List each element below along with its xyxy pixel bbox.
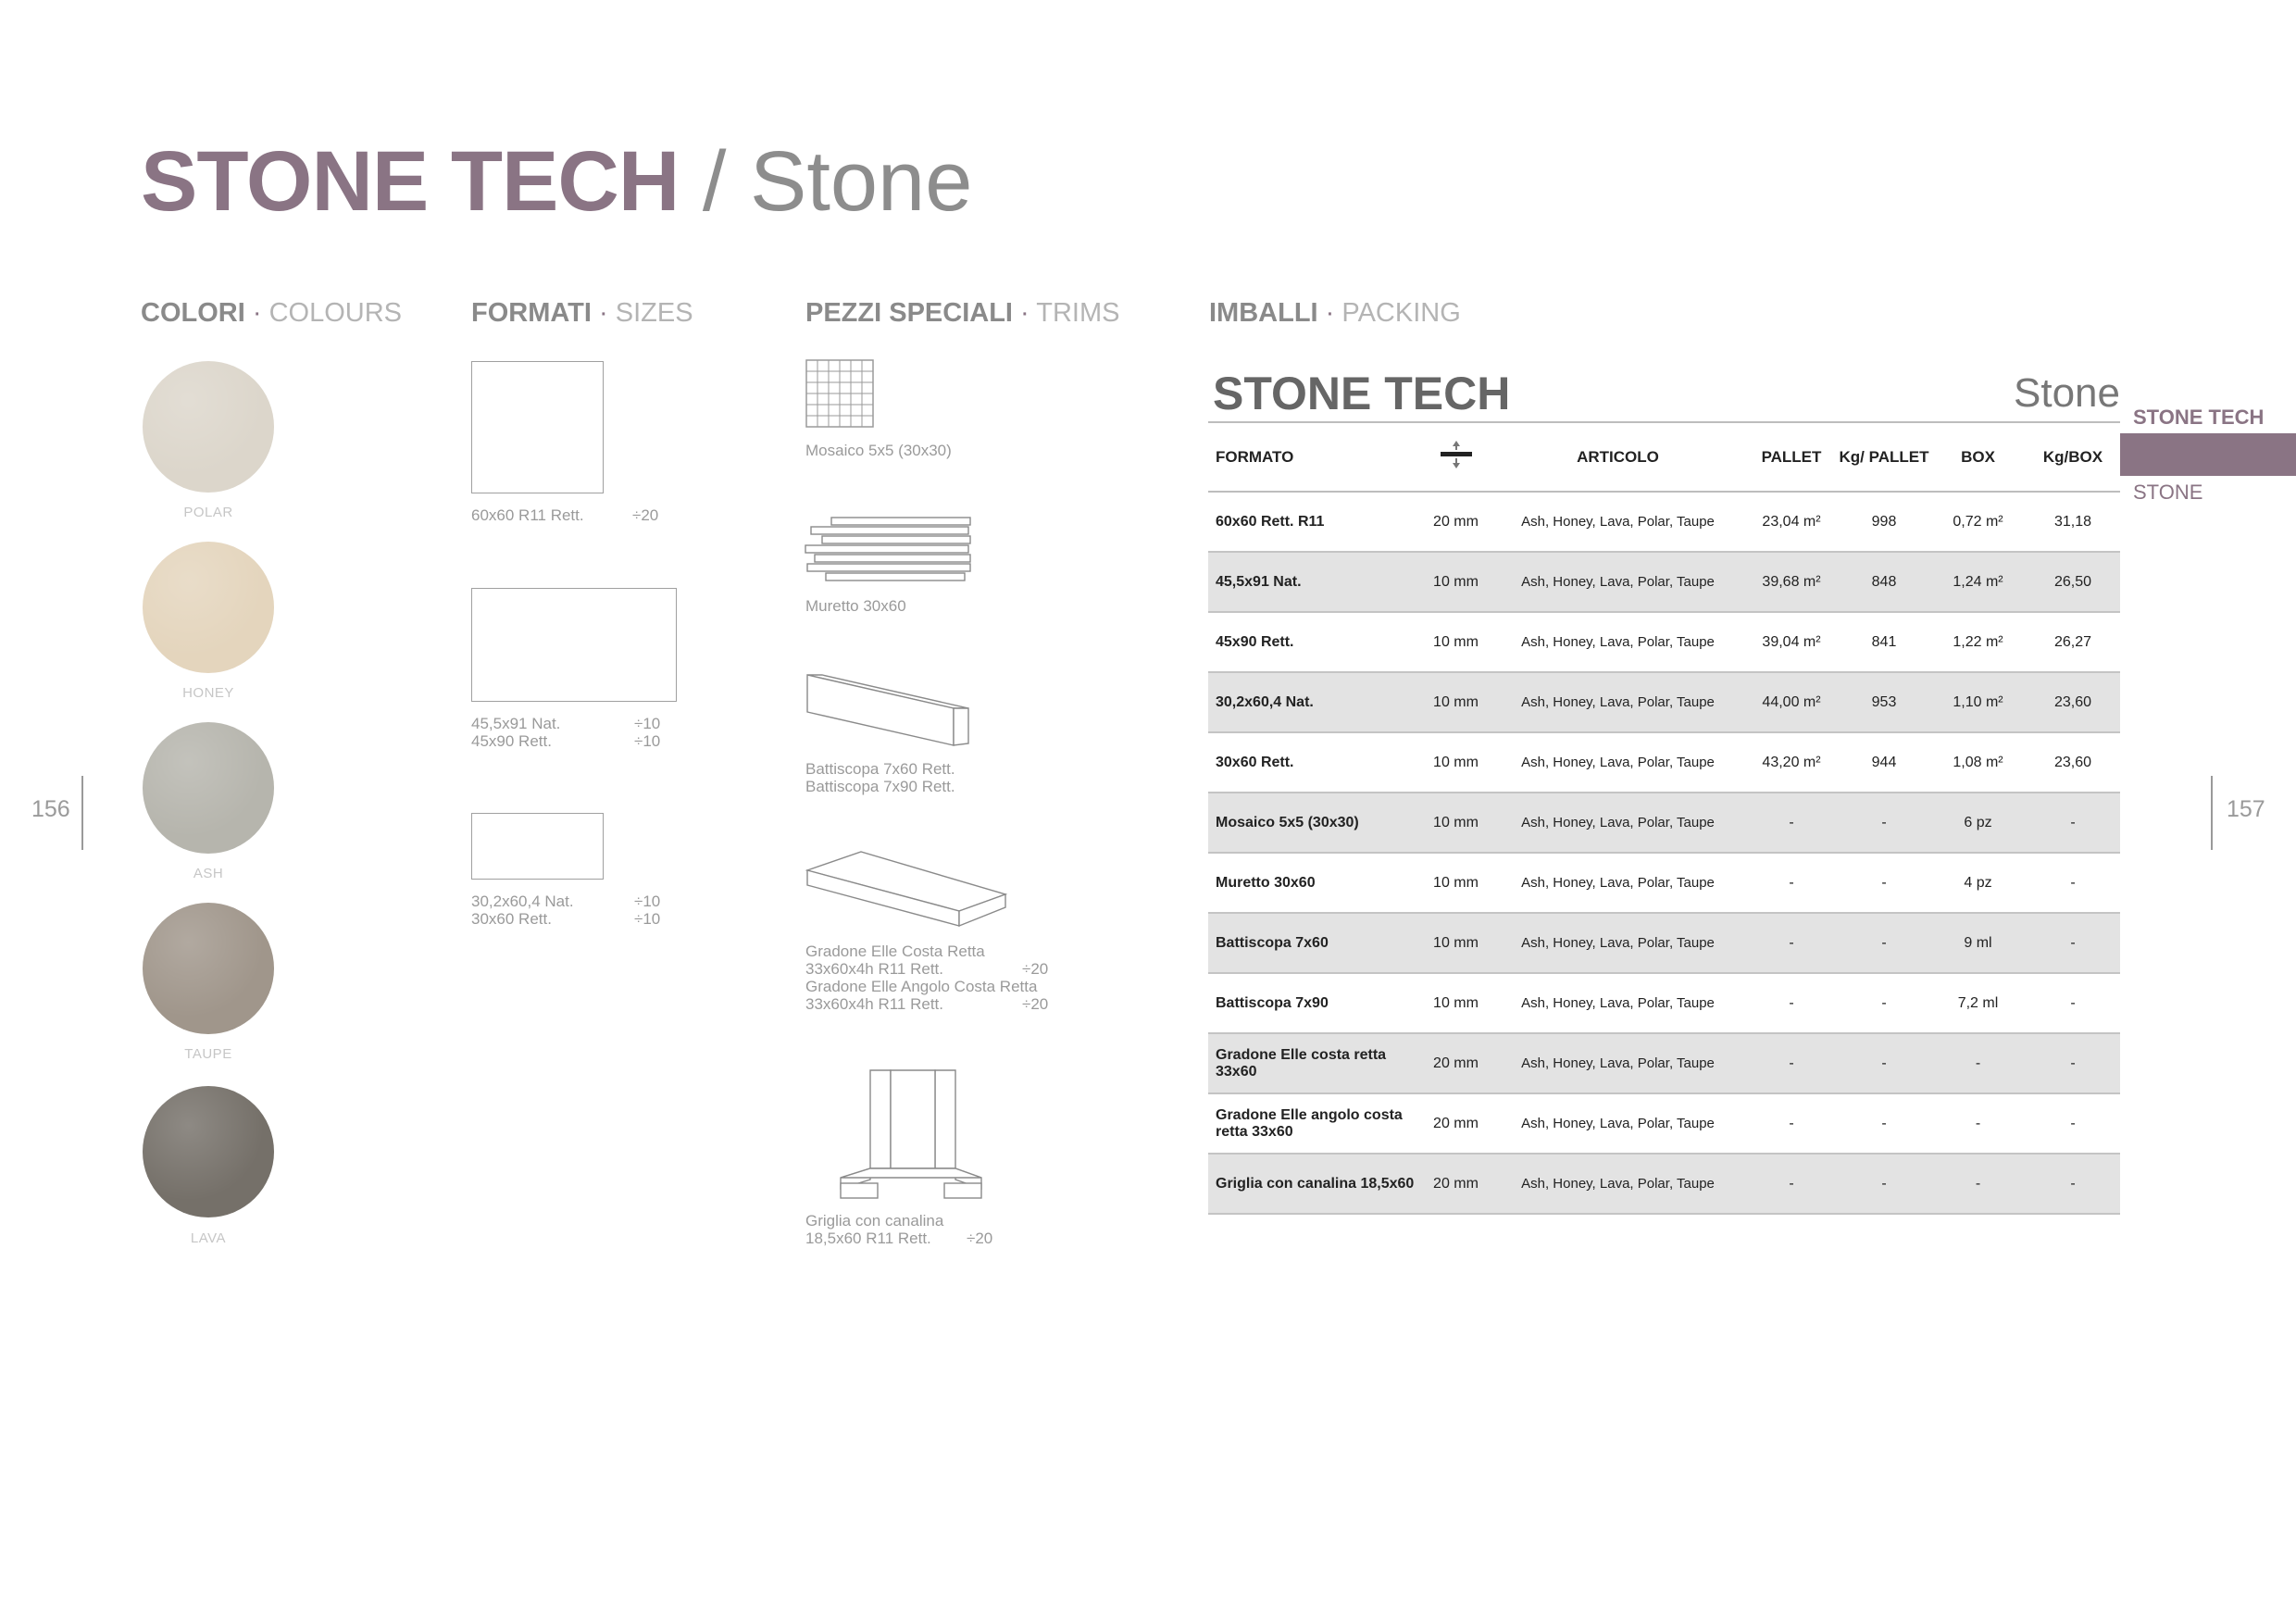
heading-dot: · bbox=[1020, 298, 1029, 328]
cell-formato: Mosaico 5x5 (30x30) bbox=[1208, 793, 1421, 853]
swatch-label: LAVA bbox=[190, 1230, 227, 1246]
section-heading-trims bbox=[805, 298, 1119, 329]
cell-articolo: Ash, Honey, Lava, Polar, Taupe bbox=[1491, 853, 1745, 913]
cell-pallet: 39,68 m² bbox=[1745, 552, 1838, 612]
cell-kg-box: - bbox=[2026, 1093, 2120, 1154]
cell-kg-pallet: 848 bbox=[1838, 552, 1930, 612]
trim-caption: Gradone Elle Costa Retta bbox=[805, 943, 985, 960]
section-heading-sizes bbox=[471, 298, 693, 329]
size-60x60-box bbox=[471, 361, 604, 493]
cell-articolo: Ash, Honey, Lava, Polar, Taupe bbox=[1491, 1093, 1745, 1154]
title-main: STONE TECH bbox=[141, 134, 680, 229]
heading-bold: COLORI bbox=[141, 298, 245, 328]
swatch-label: ASH bbox=[193, 866, 224, 881]
cell-box: - bbox=[1930, 1033, 2026, 1093]
trim-caption: Gradone Elle Angolo Costa Retta bbox=[805, 978, 1038, 995]
box-divisor: ÷20 bbox=[1022, 995, 1049, 1013]
size-caption: 30x60 Rett. bbox=[471, 910, 552, 928]
cell-formato: 60x60 Rett. R11 bbox=[1208, 492, 1421, 552]
cell-kg-pallet: 953 bbox=[1838, 672, 1930, 732]
title-sub: Stone bbox=[749, 134, 973, 229]
cell-articolo: Ash, Honey, Lava, Polar, Taupe bbox=[1491, 612, 1745, 672]
cell-kg-box: 23,60 bbox=[2026, 672, 2120, 732]
cell-thickness: 10 mm bbox=[1421, 853, 1491, 913]
cell-formato: 30x60 Rett. bbox=[1208, 732, 1421, 793]
swatch-ash bbox=[143, 722, 274, 854]
swatch-honey bbox=[143, 542, 274, 673]
page-title bbox=[141, 134, 973, 229]
swatch-label: HONEY bbox=[182, 685, 234, 701]
table-title: STONE TECH bbox=[1213, 368, 1511, 419]
trim-caption: Battiscopa 7x60 Rett. bbox=[805, 760, 955, 778]
cell-kg-box: - bbox=[2026, 793, 2120, 853]
header-formato: FORMATO bbox=[1208, 422, 1421, 492]
swatch-taupe bbox=[143, 903, 274, 1034]
cell-formato: 45x90 Rett. bbox=[1208, 612, 1421, 672]
header-kg-box: Kg/BOX bbox=[2026, 422, 2120, 492]
table-subtitle: Stone bbox=[2014, 370, 2120, 416]
table-row bbox=[1208, 552, 2120, 612]
size-caption: 45x90 Rett. bbox=[471, 732, 552, 750]
heading-light: COLOURS bbox=[268, 298, 402, 328]
table-row bbox=[1208, 732, 2120, 793]
cell-pallet: - bbox=[1745, 793, 1838, 853]
cell-thickness: 10 mm bbox=[1421, 793, 1491, 853]
cell-kg-box: - bbox=[2026, 973, 2120, 1033]
cell-kg-pallet: - bbox=[1838, 793, 1930, 853]
cell-thickness: 10 mm bbox=[1421, 973, 1491, 1033]
heading-dot: · bbox=[1325, 298, 1335, 328]
table-header-row bbox=[1208, 422, 2120, 492]
cell-formato: Gradone Elle costa retta 33x60 bbox=[1208, 1033, 1421, 1093]
header-articolo: ARTICOLO bbox=[1491, 422, 1745, 492]
swatch-polar bbox=[143, 361, 274, 493]
side-tab-bar bbox=[2120, 433, 2296, 476]
cell-thickness: 20 mm bbox=[1421, 1154, 1491, 1214]
cell-pallet: - bbox=[1745, 1093, 1838, 1154]
size-caption: 45,5x91 Nat. bbox=[471, 715, 561, 732]
cell-kg-box: 31,18 bbox=[2026, 492, 2120, 552]
trim-caption: Muretto 30x60 bbox=[805, 597, 906, 615]
box-divisor: ÷10 bbox=[634, 715, 661, 732]
cell-box: 1,22 m² bbox=[1930, 612, 2026, 672]
table-row bbox=[1208, 1154, 2120, 1214]
cell-kg-pallet: - bbox=[1838, 1033, 1930, 1093]
thickness-icon bbox=[1438, 438, 1475, 471]
cell-thickness: 10 mm bbox=[1421, 913, 1491, 973]
heading-dot: · bbox=[599, 298, 608, 328]
cell-articolo: Ash, Honey, Lava, Polar, Taupe bbox=[1491, 913, 1745, 973]
box-divisor: ÷20 bbox=[632, 506, 659, 524]
size-45x90-box bbox=[471, 588, 677, 702]
cell-articolo: Ash, Honey, Lava, Polar, Taupe bbox=[1491, 492, 1745, 552]
cell-formato: 45,5x91 Nat. bbox=[1208, 552, 1421, 612]
page-divider-right bbox=[2211, 776, 2213, 850]
cell-kg-box: - bbox=[2026, 913, 2120, 973]
page-number-left: 156 bbox=[31, 796, 70, 822]
cell-articolo: Ash, Honey, Lava, Polar, Taupe bbox=[1491, 1033, 1745, 1093]
cell-articolo: Ash, Honey, Lava, Polar, Taupe bbox=[1491, 552, 1745, 612]
cell-pallet: - bbox=[1745, 1154, 1838, 1214]
heading-light: TRIMS bbox=[1036, 298, 1120, 328]
box-divisor: ÷10 bbox=[634, 893, 661, 910]
trim-caption: Mosaico 5x5 (30x30) bbox=[805, 442, 952, 459]
title-separator: / bbox=[702, 134, 727, 229]
cell-formato: 30,2x60,4 Nat. bbox=[1208, 672, 1421, 732]
cell-articolo: Ash, Honey, Lava, Polar, Taupe bbox=[1491, 1154, 1745, 1214]
cell-box: - bbox=[1930, 1154, 2026, 1214]
cell-kg-pallet: - bbox=[1838, 913, 1930, 973]
box-divisor: ÷10 bbox=[634, 732, 661, 750]
cell-pallet: - bbox=[1745, 973, 1838, 1033]
header-pallet: PALLET bbox=[1745, 422, 1838, 492]
cell-pallet: - bbox=[1745, 853, 1838, 913]
cell-thickness: 20 mm bbox=[1421, 1093, 1491, 1154]
trim-caption: 18,5x60 R11 Rett. bbox=[805, 1230, 931, 1247]
size-caption: 30,2x60,4 Nat. bbox=[471, 893, 574, 910]
page-divider-left bbox=[81, 776, 83, 850]
cell-articolo: Ash, Honey, Lava, Polar, Taupe bbox=[1491, 672, 1745, 732]
cell-pallet: 43,20 m² bbox=[1745, 732, 1838, 793]
cell-kg-box: 26,50 bbox=[2026, 552, 2120, 612]
cell-kg-box: - bbox=[2026, 1154, 2120, 1214]
section-heading-packing bbox=[1209, 298, 1461, 329]
cell-box: 1,24 m² bbox=[1930, 552, 2026, 612]
cell-pallet: 44,00 m² bbox=[1745, 672, 1838, 732]
size-30x60-box bbox=[471, 813, 604, 880]
cell-kg-box: 26,27 bbox=[2026, 612, 2120, 672]
cell-kg-pallet: - bbox=[1838, 1093, 1930, 1154]
cell-kg-box: - bbox=[2026, 1033, 2120, 1093]
header-kg-pallet: Kg/ PALLET bbox=[1838, 422, 1930, 492]
swatch-lava bbox=[143, 1086, 274, 1217]
cell-thickness: 10 mm bbox=[1421, 732, 1491, 793]
swatch-label: POLAR bbox=[183, 505, 233, 520]
cell-box: 1,10 m² bbox=[1930, 672, 2026, 732]
side-tab-subtitle: STONE bbox=[2133, 481, 2203, 504]
cell-articolo: Ash, Honey, Lava, Polar, Taupe bbox=[1491, 973, 1745, 1033]
heading-bold: IMBALLI bbox=[1209, 298, 1318, 328]
cell-thickness: 20 mm bbox=[1421, 492, 1491, 552]
heading-light: PACKING bbox=[1341, 298, 1461, 328]
cell-kg-pallet: 944 bbox=[1838, 732, 1930, 793]
cell-formato: Gradone Elle angolo costa retta 33x60 bbox=[1208, 1093, 1421, 1154]
trim-caption: 33x60x4h R11 Rett. bbox=[805, 960, 943, 978]
cell-thickness: 10 mm bbox=[1421, 552, 1491, 612]
gradone-icon bbox=[804, 850, 1009, 930]
griglia-icon bbox=[833, 1067, 985, 1204]
side-tab-title: STONE TECH bbox=[2133, 406, 2265, 429]
cell-thickness: 10 mm bbox=[1421, 612, 1491, 672]
cell-box: 0,72 m² bbox=[1930, 492, 2026, 552]
cell-formato: Battiscopa 7x90 bbox=[1208, 973, 1421, 1033]
box-divisor: ÷20 bbox=[967, 1230, 993, 1247]
trim-caption: Griglia con canalina bbox=[805, 1212, 944, 1230]
cell-thickness: 10 mm bbox=[1421, 672, 1491, 732]
trim-caption: 33x60x4h R11 Rett. bbox=[805, 995, 943, 1013]
table-row bbox=[1208, 913, 2120, 973]
cell-box: 6 pz bbox=[1930, 793, 2026, 853]
size-caption: 60x60 R11 Rett. bbox=[471, 506, 584, 524]
cell-articolo: Ash, Honey, Lava, Polar, Taupe bbox=[1491, 793, 1745, 853]
cell-box: 4 pz bbox=[1930, 853, 2026, 913]
box-divisor: ÷20 bbox=[1022, 960, 1049, 978]
header-thickness bbox=[1421, 422, 1491, 492]
page-number-right: 157 bbox=[2227, 796, 2265, 822]
table-row bbox=[1208, 612, 2120, 672]
trim-caption: Battiscopa 7x90 Rett. bbox=[805, 778, 955, 795]
cell-kg-pallet: 841 bbox=[1838, 612, 1930, 672]
battiscopa-icon bbox=[804, 671, 974, 749]
cell-formato: Battiscopa 7x60 bbox=[1208, 913, 1421, 973]
cell-formato: Griglia con canalina 18,5x60 bbox=[1208, 1154, 1421, 1214]
cell-box: 1,08 m² bbox=[1930, 732, 2026, 793]
packing-table bbox=[1208, 421, 2120, 1215]
cell-pallet: - bbox=[1745, 1033, 1838, 1093]
cell-pallet: 23,04 m² bbox=[1745, 492, 1838, 552]
cell-kg-pallet: 998 bbox=[1838, 492, 1930, 552]
cell-kg-pallet: - bbox=[1838, 973, 1930, 1033]
heading-dot: · bbox=[252, 298, 262, 328]
cell-pallet: - bbox=[1745, 913, 1838, 973]
box-divisor: ÷10 bbox=[634, 910, 661, 928]
table-row bbox=[1208, 793, 2120, 853]
cell-box: 7,2 ml bbox=[1930, 973, 2026, 1033]
cell-formato: Muretto 30x60 bbox=[1208, 853, 1421, 913]
cell-thickness: 20 mm bbox=[1421, 1033, 1491, 1093]
table-row bbox=[1208, 853, 2120, 913]
cell-pallet: 39,04 m² bbox=[1745, 612, 1838, 672]
cell-kg-box: - bbox=[2026, 853, 2120, 913]
heading-light: SIZES bbox=[615, 298, 693, 328]
cell-kg-pallet: - bbox=[1838, 853, 1930, 913]
cell-kg-box: 23,60 bbox=[2026, 732, 2120, 793]
cell-kg-pallet: - bbox=[1838, 1154, 1930, 1214]
muretto-icon bbox=[804, 514, 980, 588]
header-box: BOX bbox=[1930, 422, 2026, 492]
table-row bbox=[1208, 1093, 2120, 1154]
table-row bbox=[1208, 492, 2120, 552]
heading-bold: PEZZI SPECIALI bbox=[805, 298, 1013, 328]
section-heading-colours bbox=[141, 298, 402, 329]
mosaic-icon bbox=[805, 359, 874, 428]
table-row bbox=[1208, 1033, 2120, 1093]
cell-box: - bbox=[1930, 1093, 2026, 1154]
cell-box: 9 ml bbox=[1930, 913, 2026, 973]
heading-bold: FORMATI bbox=[471, 298, 592, 328]
table-row bbox=[1208, 973, 2120, 1033]
cell-articolo: Ash, Honey, Lava, Polar, Taupe bbox=[1491, 732, 1745, 793]
swatch-label: TAUPE bbox=[184, 1046, 232, 1062]
table-row bbox=[1208, 672, 2120, 732]
